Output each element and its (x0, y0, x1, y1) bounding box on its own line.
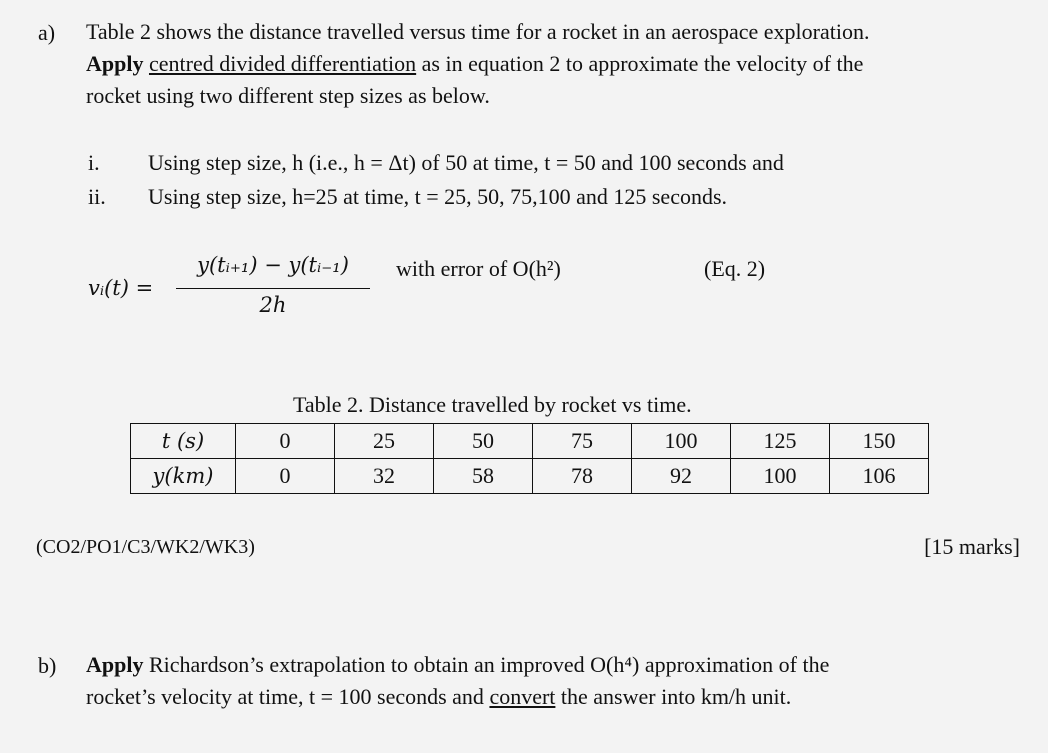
equation-numerator: y(tᵢ₊₁) − y(tᵢ₋₁) (197, 253, 349, 277)
part-b-line-1 (86, 649, 1026, 681)
table-cell: 25 (335, 424, 434, 459)
part-b-label: b) (38, 653, 57, 678)
table-cell: 58 (434, 459, 533, 494)
equation-lhs: vᵢ(t) = (88, 276, 154, 300)
marks-label: [15 marks] (924, 534, 1020, 559)
table-cell: 32 (335, 459, 434, 494)
convert-keyword: convert (489, 684, 556, 709)
part-a-line-3: rocket using two different step sizes as below. (86, 83, 490, 108)
part-a-line-2-rest: as in equation 2 to approximate the velocity of the (421, 51, 864, 76)
part-a-line-2 (86, 48, 1026, 80)
course-outcome-codes: (CO2/PO1/C3/WK2/WK3) (36, 536, 255, 558)
table-row-time (131, 424, 929, 459)
part-a-line-1: Table 2 shows the distance travelled versus time for a rocket in an aerospace exploration. (86, 19, 870, 44)
item-ii-number: ii. (88, 184, 106, 209)
table-cell: 106 (830, 459, 929, 494)
part-b-paragraph (86, 649, 1026, 713)
part-a-paragraph (86, 16, 1026, 112)
table-cell: 100 (731, 459, 830, 494)
apply-keyword: Apply (86, 652, 144, 677)
table-cell: 100 (632, 424, 731, 459)
part-b-line-1-rest: Richardson’s extrapolation to obtain an improved O(h⁴) approximation of the (148, 652, 830, 677)
equation-error: with error of O(h²) (396, 256, 561, 281)
table-cell: 125 (731, 424, 830, 459)
equation-tag: (Eq. 2) (704, 256, 766, 281)
table-cell: 92 (632, 459, 731, 494)
part-b-line-2 (86, 681, 1026, 713)
table-header-cell: t (s) (131, 424, 236, 459)
apply-keyword: Apply (86, 51, 144, 76)
table-cell: 78 (533, 459, 632, 494)
table-header-cell: y(km) (131, 459, 236, 494)
part-b-line-2-pre: rocket’s velocity at time, t = 100 seconds and (86, 684, 484, 709)
item-ii-text: Using step size, h=25 at time, t = 25, 50, 75,100 and 125 seconds. (148, 184, 728, 209)
table-caption: Table 2. Distance travelled by rocket vs time. (293, 392, 692, 417)
part-a-label: a) (38, 20, 56, 45)
item-i-text: Using step size, h (i.e., h = Δt) of 50 at time, t = 50 and 100 seconds and (148, 150, 784, 175)
distance-time-table (130, 423, 929, 494)
method-name: centred divided differentiation (148, 51, 417, 76)
table-cell: 75 (533, 424, 632, 459)
table-row-distance (131, 459, 929, 494)
table-cell: 0 (236, 424, 335, 459)
item-i-number: i. (88, 150, 100, 175)
fraction-bar (176, 288, 370, 289)
equation-denominator: 2h (259, 293, 287, 317)
table-cell: 0 (236, 459, 335, 494)
table-cell: 150 (830, 424, 929, 459)
table-cell: 50 (434, 424, 533, 459)
part-b-line-2-post: the answer into km/h unit. (560, 684, 792, 709)
